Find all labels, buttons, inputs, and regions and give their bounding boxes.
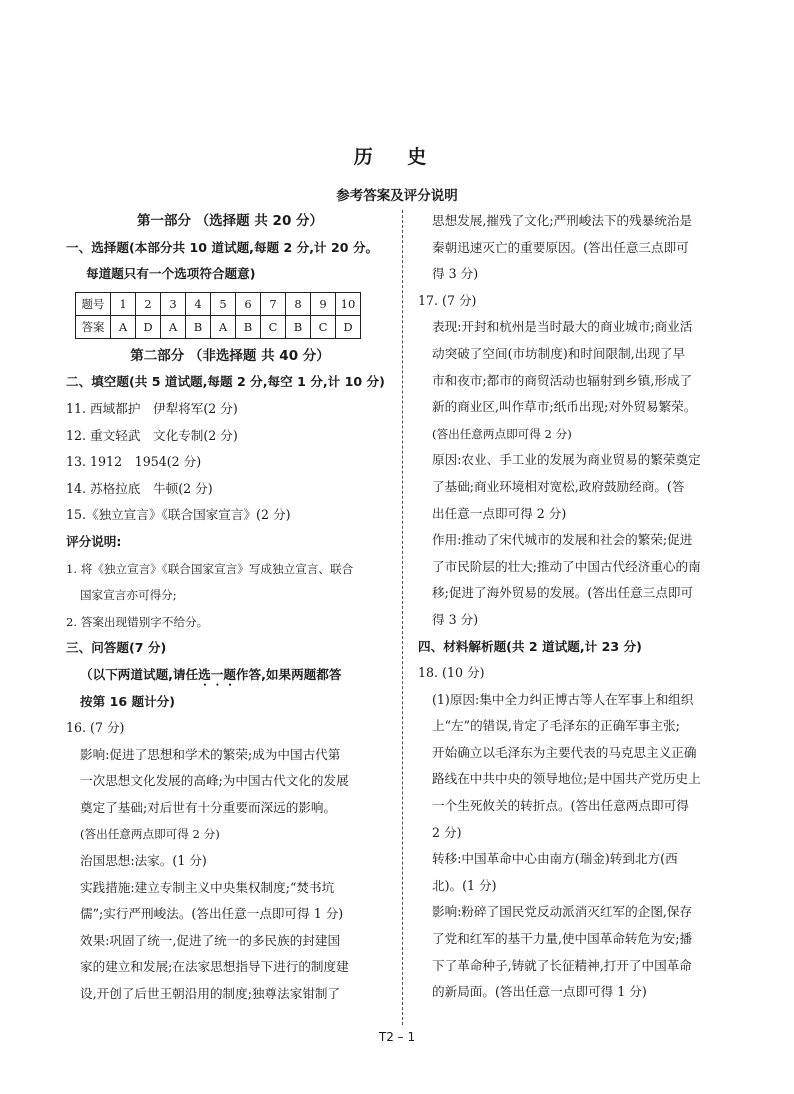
answer-line: 了市民阶层的壮大;推动了中国古代经济重心的南 [432, 558, 701, 574]
answer-line: 路线在中共中央的领导地位;是中国共产党历史上 [432, 771, 701, 787]
answer-line: 得 3 分) [432, 611, 479, 627]
answer-line: 出任意一点即可得 2 分) [432, 505, 567, 521]
answer-line: 设,开创了后世王朝沿用的制度;独尊法家钳制了 [80, 986, 341, 1002]
table-cell: 5 [211, 292, 236, 315]
table-cell: D [136, 315, 161, 338]
answer-line: 14. 苏格拉底 牛顿(2 分) [66, 480, 213, 496]
table-cell: 答案 [76, 315, 111, 338]
fill-section-heading: 二、填空题(共 5 道试题,每题 2 分,每空 1 分,计 10 分) [66, 374, 385, 390]
part1-heading: 第一部分 （选择题 共 20 分） [136, 213, 324, 229]
answer-line: 作用:推动了宋代城市的发展和社会的繁荣;促进 [432, 532, 693, 548]
scoring-line: 2. 答案出现错别字不给分。 [66, 614, 209, 629]
answer-line: 2 分) [432, 824, 462, 840]
table-cell: B [236, 315, 261, 338]
question-heading: 16. (7 分) [66, 720, 125, 736]
scoring-line: 1. 将《独立宣言》《联合国家宣言》写成独立宣言、联合 [66, 561, 354, 576]
table-cell: A [111, 315, 136, 338]
column-divider [402, 210, 403, 1025]
answer-line: 下了革命种子,铸就了长征精神,打开了中国革命 [432, 957, 692, 973]
qa-instruction-text: 作答,如果两题都答 [235, 666, 342, 682]
answer-line: 13. 1912 1954(2 分) [66, 454, 202, 470]
answer-line: 北)。(1 分) [432, 877, 497, 893]
table-row [76, 292, 361, 315]
table-cell: A [161, 315, 186, 338]
table-cell: 4 [186, 292, 211, 315]
answer-line: 动突破了空间(市坊制度)和时间限制,出现了早 [432, 345, 686, 361]
table-cell: D [336, 315, 361, 338]
answer-line: 转移:中国革命中心由南方(瑞金)转到北方(西 [432, 851, 678, 867]
answer-line: 一次思想文化发展的高峰;为中国古代文化的发展 [80, 773, 349, 789]
answer-line: 表现:开封和杭州是当时最大的商业城市;商业活 [432, 319, 693, 335]
table-cell: 9 [311, 292, 336, 315]
answer-line: 治国思想:法家。(1 分) [80, 853, 207, 869]
choice-section-heading: 一、选择题(本部分共 10 道试题,每题 2 分,计 20 分。 [66, 239, 379, 255]
page-number: T2 – 1 [378, 1030, 416, 1044]
answer-line: 上“左”的错误,肯定了毛泽东的正确军事主张; [432, 718, 680, 734]
answer-line: 开始确立以毛泽东为主要代表的马克思主义正确 [432, 744, 697, 760]
table-cell: C [311, 315, 336, 338]
answer-line: 12. 重文轻武 文化专制(2 分) [66, 427, 238, 443]
answer-line: 市和夜市;都市的商贸活动也辐射到乡镇,形成了 [432, 372, 693, 388]
qa-instruction-text: （以下两道试题,请任 [80, 666, 199, 682]
qa-section-heading: 三、问答题(7 分) [66, 640, 167, 656]
answer-line: 11. 西域都护 伊犁将军(2 分) [66, 400, 238, 416]
material-section-heading: 四、材料解析题(共 2 道试题,计 23 分) [418, 638, 642, 654]
page-subtitle: 参考答案及评分说明 [336, 188, 458, 204]
table-cell: 6 [236, 292, 261, 315]
table-cell: 1 [111, 292, 136, 315]
table-cell: 10 [336, 292, 361, 315]
part2-heading: 第二部分 （非选择题 共 40 分） [130, 347, 330, 364]
table-cell: 2 [136, 292, 161, 315]
answer-line: (答出任意两点即可得 2 分) [80, 827, 220, 842]
answer-line: (答出任意两点即可得 2 分) [432, 426, 572, 441]
answer-line: 儒”;实行严刑峻法。(答出任意一点即可得 1 分) [80, 906, 344, 922]
choice-section-note: 每道题只有一个选项符合题意) [86, 266, 256, 282]
question-heading: 18. (10 分) [418, 665, 485, 681]
answer-line: 思想发展,摧残了文化;严刑峻法下的残暴统治是 [432, 213, 693, 228]
answer-line: 秦朝迅速灭亡的重要原因。(答出任意三点即可 [432, 239, 689, 255]
answer-line: 一个生死攸关的转折点。(答出任意两点即可得 [432, 798, 689, 814]
right-column [418, 208, 730, 1006]
answer-line: 影响:粉碎了国民党反动派消灭红军的企图,保存 [432, 904, 693, 920]
table-cell: 7 [261, 292, 286, 315]
answer-line: 效果:巩固了统一,促进了统一的多民族的封建国 [80, 932, 341, 948]
answer-line: 家的建立和发展;在法家思想指导下进行的制度建 [80, 959, 349, 975]
table-cell: 3 [161, 292, 186, 315]
table-cell: B [186, 315, 211, 338]
answer-line: 实践措施:建立专制主义中央集权制度;“焚书坑 [80, 879, 335, 895]
answer-line: 得 3 分) [432, 266, 479, 282]
table-cell: 8 [286, 292, 311, 315]
page-title: 历 史 [353, 146, 441, 168]
answer-table [75, 292, 361, 339]
qa-instruction: 按第 16 题计分) [80, 693, 176, 709]
left-column [66, 208, 394, 1008]
answer-line: 新的商业区,叫作草市;纸币出现;对外贸易繁荣。 [432, 399, 697, 415]
answer-line: 15.《独立宣言》《联合国家宣言》(2 分) [66, 507, 291, 523]
answer-line: 原因:农业、手工业的发展为商业贸易的繁荣奠定 [432, 452, 701, 468]
answer-line: 了党和红军的基干力量,使中国革命转危为安;播 [432, 931, 693, 947]
answer-line: 的新局面。(答出任意一点即可得 1 分) [432, 984, 647, 1000]
scoring-line: 国家宣言亦可得分; [80, 588, 177, 603]
scoring-heading: 评分说明: [66, 533, 122, 549]
table-cell: C [261, 315, 286, 338]
answer-line: (1)原因:集中全力纠正博古等人在军事上和组织 [432, 691, 694, 707]
table-row [76, 315, 361, 338]
table-cell: A [211, 315, 236, 338]
answer-line: 移;促进了海外贸易的发展。(答出任意三点即可 [432, 585, 694, 601]
answer-line: 了基础;商业环境相对宽松,政府鼓励经商。(答 [432, 478, 685, 494]
answer-line: 奠定了基础;对后世有十分重要而深远的影响。 [80, 799, 337, 815]
question-heading: 17. (7 分) [418, 292, 477, 308]
table-cell: B [286, 315, 311, 338]
answer-line: 影响:促进了思想和学术的繁荣;成为中国古代第 [80, 746, 341, 762]
qa-instruction-emphasis: 选一题 [198, 666, 236, 682]
table-cell: 题号 [76, 292, 111, 315]
qa-instruction [66, 662, 394, 689]
